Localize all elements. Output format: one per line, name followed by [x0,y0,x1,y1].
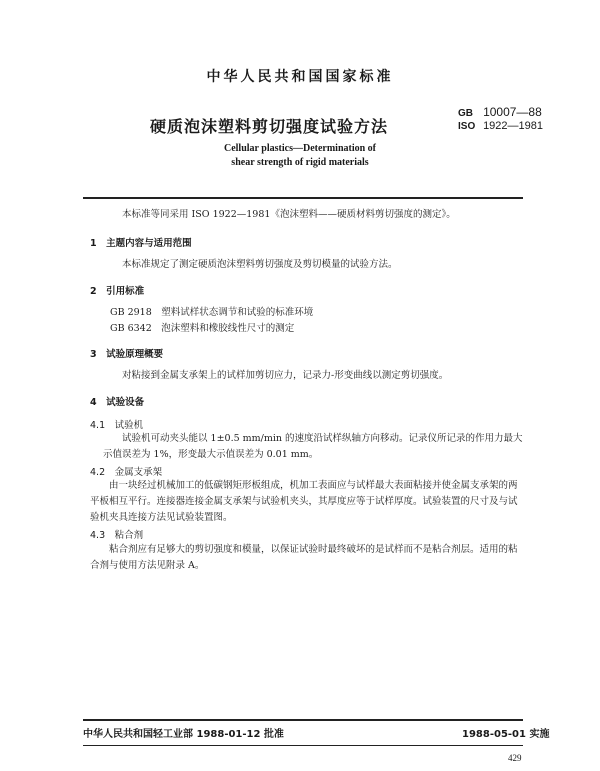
page-number: 429 [508,753,522,763]
section-2-heading: 2 引用标准 [90,286,145,297]
national-standard-header: 中华人民共和国国家标准 [206,69,394,85]
iso-code: 1922—1981 [483,120,544,132]
reference-gb6342: GB 6342 泡沫塑料和橡胶线性尺寸的测定 [110,323,295,334]
header-divider [83,197,523,199]
approval-line: 中华人民共和国轻工业部 1988-01-12 批准 [83,729,284,740]
gb-label: GB [458,108,473,119]
section-3-heading: 3 试验原理概要 [90,349,164,360]
english-title-line1: Cellular plastics—Determination of [223,143,377,154]
english-title [0,142,600,170]
section-4-1-text: 试验机可动夹头能以 1±0.5 mm/min 的速度沿试样纵轴方向移动。记录仪所记录的作用力最大示值误差为 1%，形变最大示值误差为 0.01 mm。 [103,433,523,460]
section-4-3-text: 粘合剂应有足够大的剪切强度和模量，以保证试验时最终破坏的是试样而不是粘合剂层。适用的粘合剂与使用方法见附录 A。 [90,544,518,571]
section-4-1-heading: 4.1 试验机 [90,420,144,431]
section-4-heading: 4 试验设备 [90,397,145,408]
implementation-date: 1988-05-01 实施 [462,729,550,740]
footer-divider [83,719,523,721]
section-4-2-text: 由一块经过机械加工的低碳钢矩形板组成，机加工表面应与试样最大表面粘接并使金属支承架的两平板相互平行。连接器连接金属支承架与试验机夹头，其厚度应等于试样厚度。试验装置的尺寸及与试验机夹具连接方法见试验装置图。 [90,480,518,523]
standard-codes [458,106,543,133]
section-3-text: 对粘接到金属支承架上的试样加剪切应力，记录力-形变曲线以测定剪切强度。 [122,370,449,381]
document-title: 硬质泡沫塑料剪切强度试验方法 [150,117,389,136]
reference-gb2918: GB 2918 塑料试样状态调节和试验的标准环境 [110,307,314,318]
intro-paragraph: 本标准等同采用 ISO 1922—1981《泡沫塑料——硬质材料剪切强度的测定》。 [122,209,456,220]
section-1-heading: 1 主题内容与适用范围 [90,238,192,249]
iso-label: ISO [458,121,476,132]
section-1-text: 本标准规定了测定硬质泡沫塑料剪切强度及剪切模量的试验方法。 [122,259,398,270]
footer-bottom-rule [83,745,523,746]
english-title-line2: shear strength of rigid materials [231,157,369,168]
section-4-2-heading: 4.2 金属支承架 [90,467,163,478]
section-4-3-heading: 4.3 粘合剂 [90,530,144,541]
gb-code: 10007—88 [483,105,542,119]
